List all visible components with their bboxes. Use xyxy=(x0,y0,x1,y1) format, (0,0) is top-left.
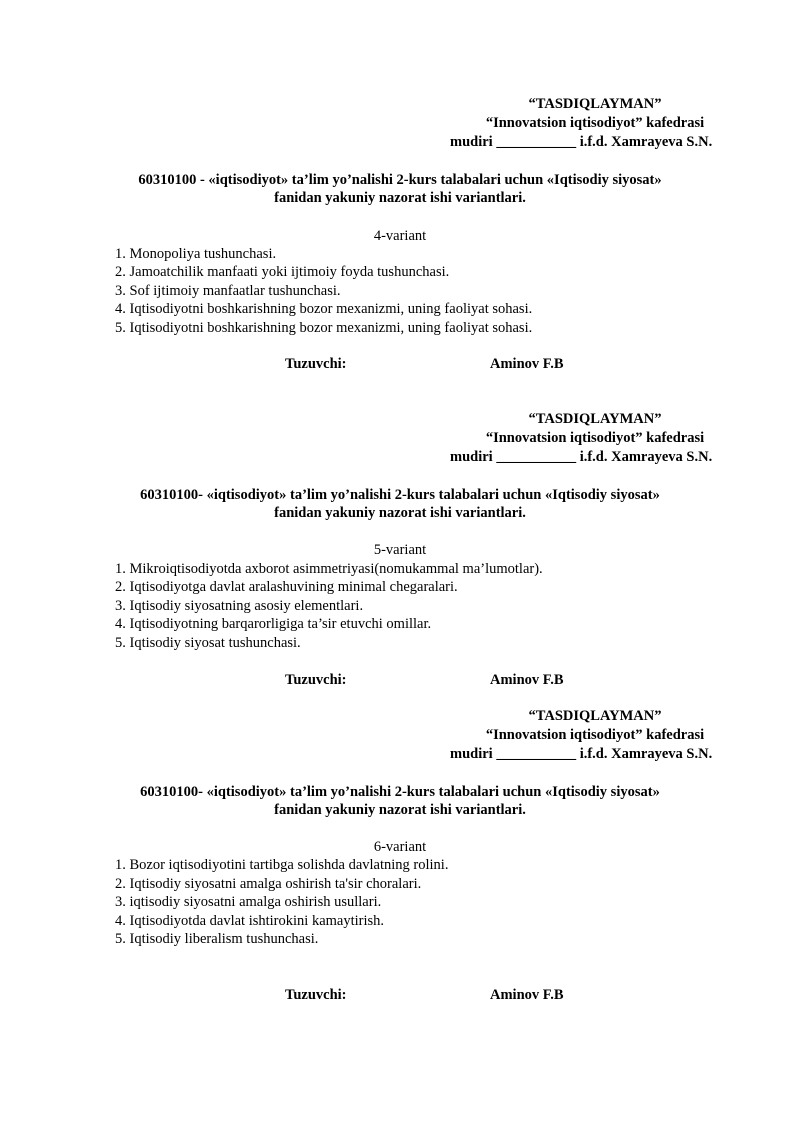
list-item: 1. Monopoliya tushunchasi. xyxy=(115,246,277,262)
list-item: 2. Jamoatchilik manfaati yoki ijtimoiy foyda tushunchasi. xyxy=(115,264,450,280)
list-item: 2. Iqtisodiy siyosatni amalga oshirish ta'sir choralari. xyxy=(115,876,422,892)
approval-head: mudiri ___________ i.f.d. Xamrayeva S.N. xyxy=(450,449,713,465)
approval-head: mudiri ___________ i.f.d. Xamrayeva S.N. xyxy=(450,746,713,762)
list-item: 5. Iqtisodiy siyosat tushunchasi. xyxy=(115,635,301,651)
compiler-label: Tuzuvchi: xyxy=(285,356,347,372)
document-heading-line2: fanidan yakuniy nazorat ishi variantlari. xyxy=(274,190,526,206)
list-item: 1. Bozor iqtisodiyotini tartibga solishda davlatning rolini. xyxy=(115,857,449,873)
approval-department: “Innovatsion iqtisodiyot” kafedrasi xyxy=(485,727,705,743)
list-item: 5. Iqtisodiyotni boshkarishning bozor mexanizmi, uning faoliyat sohasi. xyxy=(115,320,533,336)
document-heading-line1: 60310100- «iqtisodiyot» ta’lim yo’nalishi 2-kurs talabalari uchun «Iqtisodiy siyosat» xyxy=(140,784,660,800)
variant-label: 5-variant xyxy=(373,542,427,558)
list-item: 3. Iqtisodiy siyosatning asosiy elementlari. xyxy=(115,598,364,614)
document-heading-line2: fanidan yakuniy nazorat ishi variantlari. xyxy=(274,802,526,818)
list-item: 3. iqtisodiy siyosatni amalga oshirish usullari. xyxy=(115,894,382,910)
approval-department: “Innovatsion iqtisodiyot” kafedrasi xyxy=(485,430,705,446)
approval-department: “Innovatsion iqtisodiyot” kafedrasi xyxy=(485,115,705,131)
list-item: 4. Iqtisodiyotning barqarorligiga ta’sir etuvchi omillar. xyxy=(115,616,432,632)
compiler-label: Tuzuvchi: xyxy=(285,672,347,688)
approval-title: “TASDIQLAYMAN” xyxy=(528,411,662,427)
variant-label: 4-variant xyxy=(373,228,427,244)
list-item: 1. Mikroiqtisodiyotda axborot asimmetriyasi(nomukammal ma’lumotlar). xyxy=(115,561,543,577)
variant-label: 6-variant xyxy=(373,839,427,855)
compiler-name: Aminov F.B xyxy=(490,987,564,1003)
document-heading-line1: 60310100- «iqtisodiyot» ta’lim yo’nalishi 2-kurs talabalari uchun «Iqtisodiy siyosat» xyxy=(140,487,660,503)
compiler-name: Aminov F.B xyxy=(490,672,564,688)
list-item: 5. Iqtisodiy liberalism tushunchasi. xyxy=(115,931,319,947)
list-item: 3. Sof ijtimoiy manfaatlar tushunchasi. xyxy=(115,283,341,299)
approval-title: “TASDIQLAYMAN” xyxy=(528,96,662,112)
compiler-label: Tuzuvchi: xyxy=(285,987,347,1003)
list-item: 4. Iqtisodiyotni boshkarishning bozor mexanizmi, uning faoliyat sohasi. xyxy=(115,301,533,317)
document-heading-line2: fanidan yakuniy nazorat ishi variantlari. xyxy=(274,505,526,521)
approval-head: mudiri ___________ i.f.d. Xamrayeva S.N. xyxy=(450,134,713,150)
approval-title: “TASDIQLAYMAN” xyxy=(528,708,662,724)
list-item: 4. Iqtisodiyotda davlat ishtirokini kamaytirish. xyxy=(115,913,385,929)
document-heading-line1: 60310100 - «iqtisodiyot» ta’lim yo’nalishi 2-kurs talabalari uchun «Iqtisodiy siyosat» xyxy=(138,172,662,188)
list-item: 2. Iqtisodiyotga davlat aralashuvining minimal chegaralari. xyxy=(115,579,458,595)
compiler-name: Aminov F.B xyxy=(490,356,564,372)
